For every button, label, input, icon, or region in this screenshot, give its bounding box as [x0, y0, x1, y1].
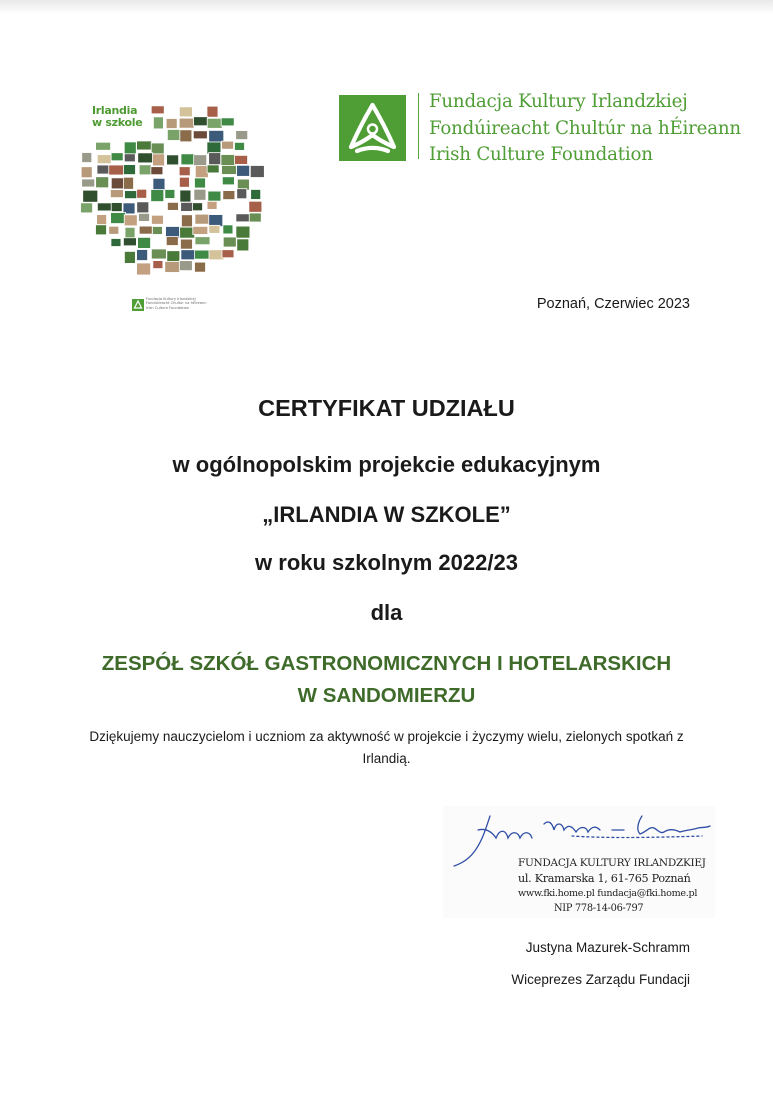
collage-photo-tile [195, 262, 206, 272]
collage-photo-tile [180, 239, 192, 249]
collage-photo-tile [237, 239, 249, 251]
collage-photo-tile [179, 118, 194, 128]
collage-photo-tile [139, 226, 152, 234]
collage-photo-tile [137, 189, 147, 198]
signer-name: Justyna Mazurek-Schramm [525, 940, 690, 955]
collage-photo-tile [235, 142, 245, 150]
collage-photo-tile [222, 177, 234, 185]
collage-photo-tile [221, 118, 234, 126]
collage-photo-tile [207, 106, 218, 117]
place-date: Poznań, Czerwiec 2023 [536, 296, 690, 312]
collage-photo-tile [223, 237, 236, 247]
collage-photo-tile [153, 154, 165, 166]
foundation-name-en: Irish Culture Foundation [429, 144, 653, 165]
collage-photo-tile [166, 237, 178, 246]
collage-photo-tile [179, 261, 192, 271]
collage-photo-tile [111, 153, 123, 161]
collage-photo-tile [97, 155, 111, 164]
stamp-line2: ul. Kramarska 1, 61-765 Poznań [518, 872, 691, 885]
collage-photo-tile [167, 202, 178, 210]
collage-photo-tile [138, 237, 151, 248]
collage-photo-tile [124, 177, 134, 189]
foundation-name-ga: Fondúireacht Chultúr na hÉireann [429, 117, 741, 139]
collage-photo-tile [249, 213, 261, 222]
collage-photo-tile [124, 251, 135, 263]
collage-title [92, 105, 152, 129]
collage-photo-tile [124, 142, 136, 154]
collage-photo-tile [96, 225, 107, 235]
certificate-subtitle: w ogólnopolskim projekcie edukacyjnym [172, 452, 601, 477]
collage-photo-tile [179, 107, 192, 117]
collage-photo-tile [124, 215, 137, 226]
collage-photo-tile [208, 191, 221, 201]
collage-title-line2: w szkole [92, 116, 143, 129]
school-line1: ZESPÓŁ SZKÓŁ GASTRONOMICZNYCH I HOTELARSKICH [101, 652, 672, 675]
signer-role: Wiceprezes Zarządu Fundacji [511, 972, 690, 987]
collage-photo-tile [97, 215, 107, 225]
page-top-shadow [0, 0, 773, 14]
collage-photo-tile [194, 155, 207, 166]
collage-photo-tile [222, 165, 237, 174]
collage-photo-tile [139, 165, 151, 175]
collage-photo-tile [250, 166, 264, 178]
collage-photo-tile [181, 250, 196, 260]
collage-photo-tile [193, 226, 208, 234]
collage-photo-tile [193, 203, 203, 211]
foundation-names [429, 89, 741, 169]
collage-photo-tile [124, 154, 135, 162]
collage-photo-tile [109, 226, 119, 234]
collage-photo-tile [151, 249, 166, 259]
collage-photo-tile [207, 118, 222, 128]
logo-divider [418, 93, 419, 159]
collage-photo-tile [195, 237, 210, 245]
collage-photo-tile [194, 178, 205, 188]
collage-photo-tile [137, 250, 148, 261]
collage-photo-tile [209, 225, 220, 233]
mini-foundation-logo-icon [132, 299, 144, 311]
collage-photo-tile [209, 153, 221, 165]
school-line2: W SANDOMIERZU [297, 684, 476, 707]
collage-photo-tile [207, 201, 217, 209]
collage-photo-tile [153, 117, 163, 129]
collage-photo-tile [194, 117, 208, 126]
irish-culture-foundation-logo-icon [339, 95, 406, 161]
collage-photo-tile [151, 215, 163, 224]
collage-photo-tile [165, 261, 180, 272]
collage-photo-tile [193, 131, 207, 139]
thank-you-note: Dziękujemy nauczycielom i uczniom za aktywność w projekcie i życzymy wielu, zielonych spotkań z Irlandią. [89, 729, 684, 766]
collage-photo-tile [151, 167, 163, 175]
collage-photo-tile [195, 214, 209, 224]
collage-photo-tile [222, 250, 234, 258]
collage-photo-tile [179, 167, 190, 176]
collage-photo-tile [81, 167, 92, 178]
collage-photo-tile [137, 263, 151, 275]
collage-photo-tile [236, 226, 250, 238]
school-year: w roku szkolnym 2022/23 [255, 550, 518, 575]
collage-photo-tile [111, 213, 126, 224]
collage-photo-tile [96, 177, 109, 188]
stamp-line3: www.fki.home.pl fundacja@fki.home.pl [518, 888, 698, 899]
collage-photo-tile [97, 165, 110, 174]
collage-photo-tile [82, 153, 92, 163]
collage-photo-tile [209, 130, 224, 142]
mini-name-pl: Fundacja Kultury Irlandzkiej [146, 297, 196, 301]
collage-photo-tile [153, 178, 165, 190]
collage-photo-tile [207, 165, 219, 173]
collage-photo-tile [138, 153, 153, 163]
stamp-line1: FUNDACJA KULTURY IRLANDZKIEJ [518, 857, 706, 869]
collage-photo-tile [236, 131, 248, 140]
collage-photo-tile [96, 142, 111, 150]
recipient-school [0, 648, 773, 712]
foundation-stamp [518, 856, 706, 916]
collage-photo-tile [81, 203, 93, 213]
collage-photo-tile [110, 190, 123, 198]
collage-photo-tile [223, 191, 235, 200]
collage-photo-tile [222, 141, 234, 149]
certificate-title: CERTYFIKAT UDZIAŁU [258, 395, 515, 421]
collage-photo-tile [223, 225, 233, 234]
collage-photo-tile [236, 214, 251, 222]
project-name: „IRLANDIA W SZKOLE” [262, 502, 511, 527]
collage-photo-tile [179, 177, 189, 187]
collage-photo-tile [165, 189, 175, 198]
collage-photo-tile [207, 142, 221, 154]
mini-name-ga: Fondúireacht Chultúr na hÉireann [146, 301, 207, 306]
collage-photo-tile [167, 251, 180, 262]
collage-photo-tile [82, 179, 95, 187]
collage-photo-tile [181, 215, 192, 227]
collage-photo-tile [137, 202, 149, 213]
collage-photo-tile [123, 238, 136, 246]
collage-photo-tile [125, 227, 135, 238]
collage-photo-tile [167, 155, 179, 165]
mini-foundation-names [146, 297, 216, 310]
collage-photo-tile [111, 239, 121, 247]
collage-photo-tile [237, 189, 247, 199]
collage-photo-tile [167, 129, 181, 140]
collage-photo-tile [235, 155, 248, 164]
collage-photo-tile [109, 165, 124, 175]
collage-photo-tile [83, 190, 98, 202]
collage-photo-tile [251, 189, 261, 199]
collage-photo-tile [180, 190, 191, 202]
collage-photo-tile [209, 215, 223, 227]
collage-photo-tile [180, 130, 192, 142]
collage-photo-tile [125, 191, 138, 199]
collage-photo-tile [153, 261, 163, 269]
collage-photo-tile [139, 213, 150, 221]
stamp-line4: NIP 778-14-06-797 [554, 903, 644, 914]
foundation-name-pl: Fundacja Kultury Irlandzkiej [429, 91, 688, 112]
collage-photo-tile [194, 189, 206, 200]
collage-photo-tile [195, 166, 208, 178]
mini-name-en: Irish Culture Foundation [146, 305, 190, 310]
collage-photo-tile [152, 226, 162, 234]
collage-photo-tile [137, 141, 152, 150]
collage-photo-tile [195, 250, 210, 259]
collage-photo-tile [111, 203, 122, 212]
collage-photo-tile [166, 119, 177, 129]
collage-photo-tile [237, 165, 250, 176]
collage-photo-tile [151, 190, 164, 202]
collage-photo-tile [123, 165, 135, 175]
collage-photo-tile [151, 106, 164, 114]
collage-photo-tile [221, 155, 236, 166]
collage-title-line1: Irlandia [92, 104, 138, 117]
collage-photo-tile [249, 201, 262, 212]
recipient-label: dla [370, 600, 403, 625]
collage-photo-tile [97, 203, 111, 211]
